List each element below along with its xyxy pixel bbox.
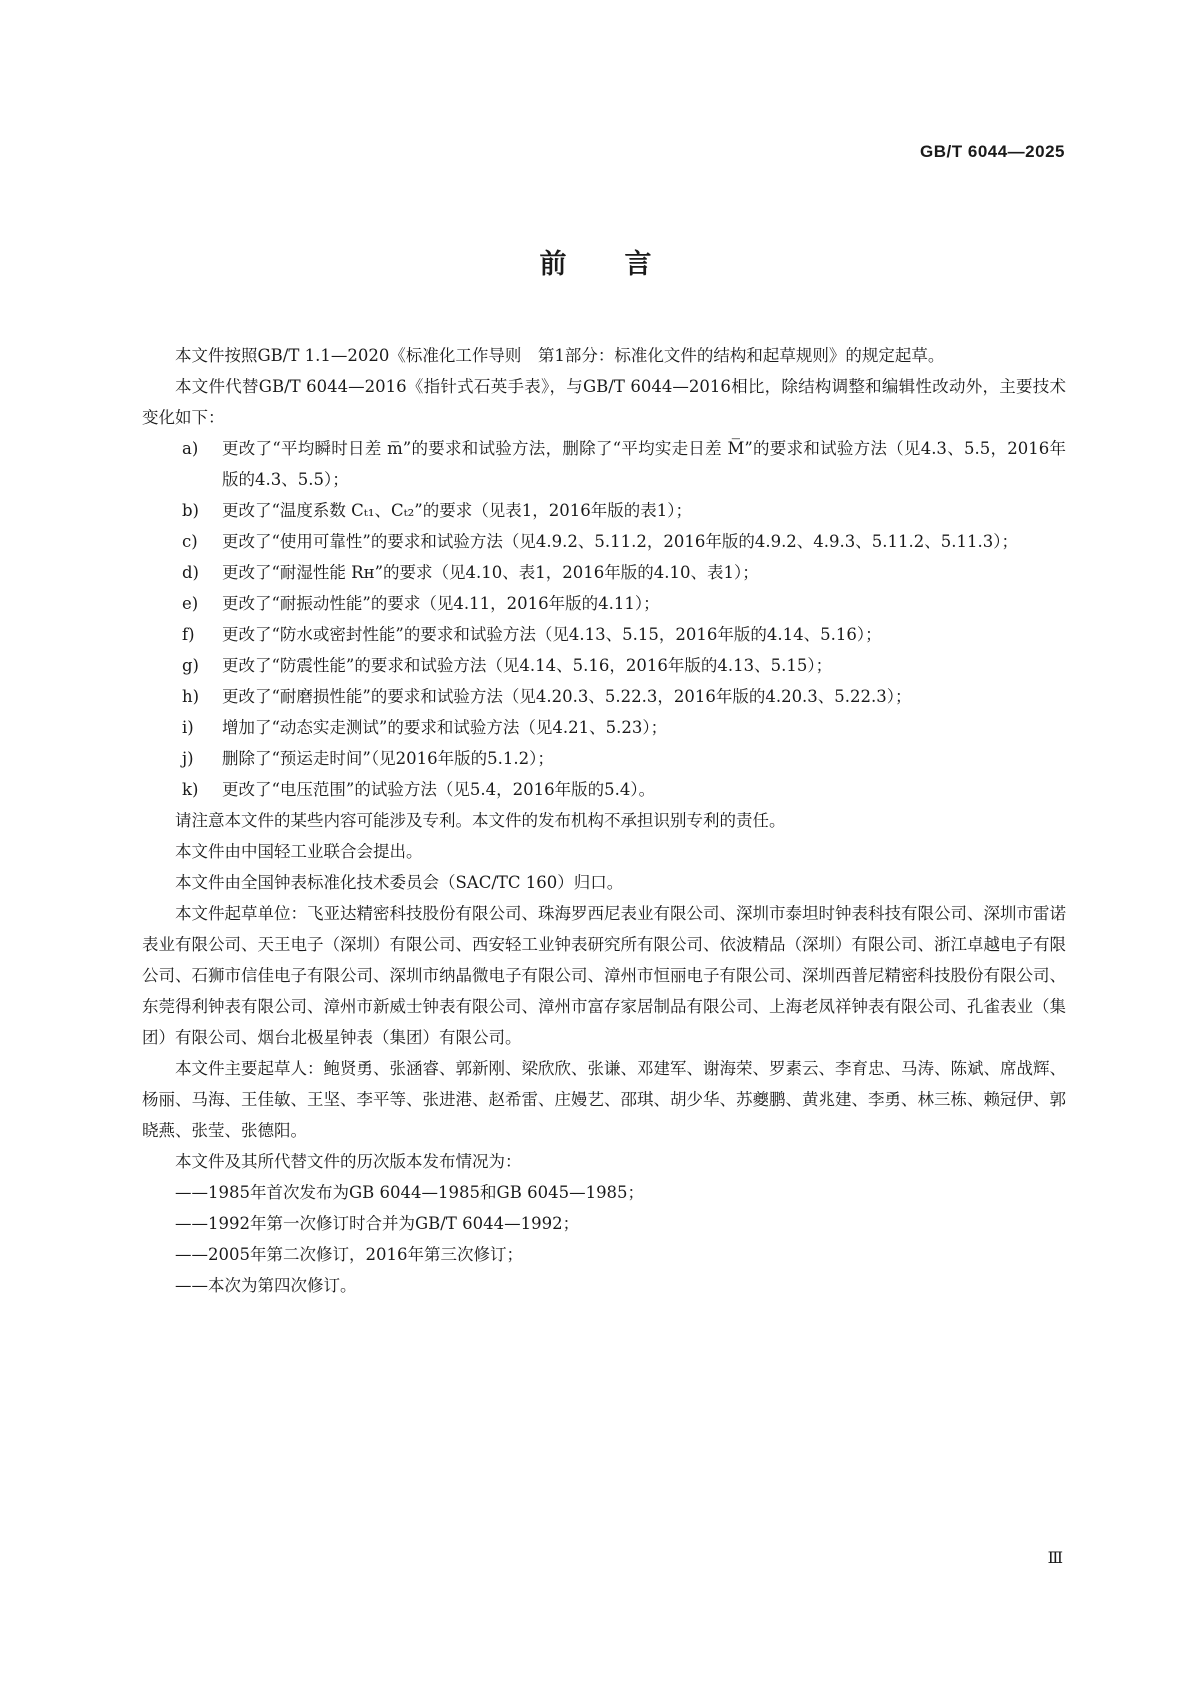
paragraph: 本文件代替GB/T 6044—2016《指针式石英手表》，与GB/T 6044—2016相比，除结构调整和编辑性改动外，主要技术变化如下： <box>142 377 1066 427</box>
list-item: g) 更改了“防震性能”的要求和试验方法（见4.14、5.16，2016年版的4.13、5.15）； <box>182 656 833 675</box>
list-item: d) 更改了“耐湿性能 Rн”的要求（见4.10、表1，2016年版的4.10、表1）； <box>182 563 759 582</box>
list-item: h) 更改了“耐磨损性能”的要求和试验方法（见4.20.3、5.22.3，2016年版的4.20.3、5.22.3）； <box>182 687 912 706</box>
paragraph: 本文件起草单位：飞亚达精密科技股份有限公司、珠海罗西尼表业有限公司、深圳市泰坦时钟表科技有限公司、深圳市雷诺表业有限公司、天王电子（深圳）有限公司、西安轻工业钟表研究所有限公司、依波精品（深圳）有限公司、浙江卓越电子有限公司、石狮市信佳电子有限公司、深圳市纳晶微电子有限公司、漳州市恒丽电子有限公司、深圳西普尼精密科技股份有限公司、东莞得利钟表有限公司、漳州市新威士钟表有限公司、漳州市富存家居制品有限公司、上海老凤祥钟表有限公司、孔雀表业（集团）有限公司、烟台北极星钟表（集团）有限公司。 <box>142 904 1066 1047</box>
paragraph: 请注意本文件的某些内容可能涉及专利。本文件的发布机构不承担识别专利的责任。 <box>175 811 786 830</box>
paragraph: 本文件及其所代替文件的历次版本发布情况为： <box>175 1152 522 1171</box>
list-item: f) 更改了“防水或密封性能”的要求和试验方法（见4.13、5.15，2016年版的4.14、5.16）； <box>182 625 882 644</box>
standard-code: GB/T 6044—2025 <box>920 142 1065 161</box>
paragraph: 本文件按照GB/T 1.1—2020《标准化工作导则 第1部分：标准化文件的结构和起草规则》的规定起草。 <box>175 346 945 365</box>
list-item: c) 更改了“使用可靠性”的要求和试验方法（见4.9.2、5.11.2，2016年版的4.9.2、4.9.3、5.11.2、5.11.3）； <box>182 532 1019 551</box>
paragraph: 本文件由中国轻工业联合会提出。 <box>175 842 423 861</box>
history-item: ——本次为第四次修订。 <box>175 1276 357 1295</box>
page-number: Ⅲ <box>1047 1548 1063 1567</box>
list-item: a) 更改了“平均瞬时日差 m̅”的要求和试验方法，删除了“平均实走日差 M̅”的要求和试验方法（见4.3、5.5，2016年版的4.3、5.5）； <box>182 439 1066 489</box>
history-item: ——2005年第二次修订，2016年第三次修订； <box>175 1245 523 1264</box>
history-item: ——1985年首次发布为GB 6044—1985和GB 6045—1985； <box>175 1183 645 1202</box>
foreword-body <box>142 340 1066 1301</box>
list-item: j) 删除了“预运走时间”（见2016年版的5.1.2）； <box>182 749 554 768</box>
list-item: b) 更改了“温度系数 Cₜ₁、Cₜ₂”的要求（见表1，2016年版的表1）； <box>182 501 692 520</box>
list-item: e) 更改了“耐振动性能”的要求（见4.11，2016年版的4.11）； <box>182 594 660 613</box>
paragraph: 本文件主要起草人：鲍贤勇、张涵睿、郭新刚、梁欣欣、张谦、邓建军、谢海荣、罗素云、李育忠、马涛、陈斌、席战辉、杨丽、马海、王佳敏、王坚、李平等、张进港、赵希雷、庄嫚艺、邵琪、胡少华、苏夔鹏、黄兆建、李勇、林三栋、赖冠伊、郭晓燕、张莹、张德阳。 <box>142 1059 1066 1140</box>
paragraph: 本文件由全国钟表标准化技术委员会（SAC/TC 160）归口。 <box>175 873 624 892</box>
history-item: ——1992年第一次修订时合并为GB/T 6044—1992； <box>175 1214 580 1233</box>
list-item: k) 更改了“电压范围”的试验方法（见5.4，2016年版的5.4）。 <box>182 780 656 799</box>
page-title: 前言 <box>539 249 710 280</box>
list-item: i) 增加了“动态实走测试”的要求和试验方法（见4.21、5.23）； <box>182 718 668 737</box>
